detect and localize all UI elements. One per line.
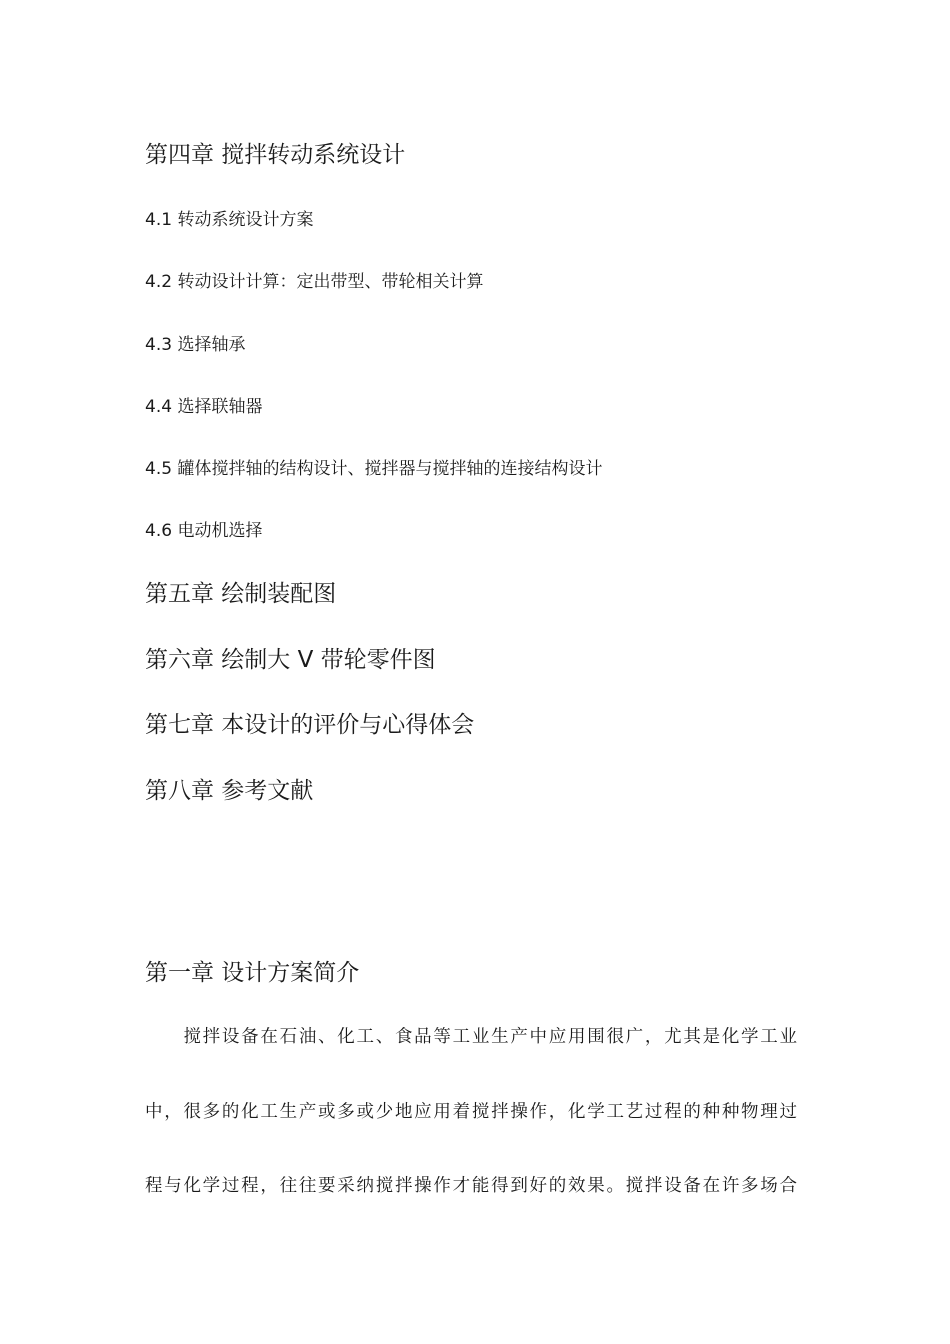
section-4-1: 4.1 转动系统设计方案 — [145, 210, 314, 230]
section-4-4: 4.4 选择联轴器 — [145, 397, 263, 417]
paragraph-line-2: 中，很多的化工生产或多或少地应用着搅拌操作，化学工艺过程的种种物理过 — [145, 1102, 797, 1122]
chapter-7-heading: 第七章 本设计的评价与心得体会 — [145, 712, 475, 738]
chapter-6-heading: 第六章 绘制大 V 带轮零件图 — [145, 647, 436, 673]
paragraph-line-1: 搅拌设备在石油、化工、食品等工业生产中应用围很广，尤其是化学工业 — [145, 1027, 797, 1047]
section-4-3: 4.3 选择轴承 — [145, 335, 246, 355]
chapter-8-heading: 第八章 参考文献 — [145, 778, 314, 804]
chapter-5-heading: 第五章 绘制装配图 — [145, 581, 337, 607]
section-4-2: 4.2 转动设计计算：定出带型、带轮相关计算 — [145, 272, 484, 292]
chapter-4-heading: 第四章 搅拌转动系统设计 — [145, 142, 406, 168]
section-4-5: 4.5 罐体搅拌轴的结构设计、搅拌器与搅拌轴的连接结构设计 — [145, 459, 603, 479]
section-4-6: 4.6 电动机选择 — [145, 521, 263, 541]
paragraph-line-3: 程与化学过程，往往要采纳搅拌操作才能得到好的效果。搅拌设备在许多场合 — [145, 1176, 797, 1196]
chapter-1-heading: 第一章 设计方案简介 — [145, 960, 360, 986]
